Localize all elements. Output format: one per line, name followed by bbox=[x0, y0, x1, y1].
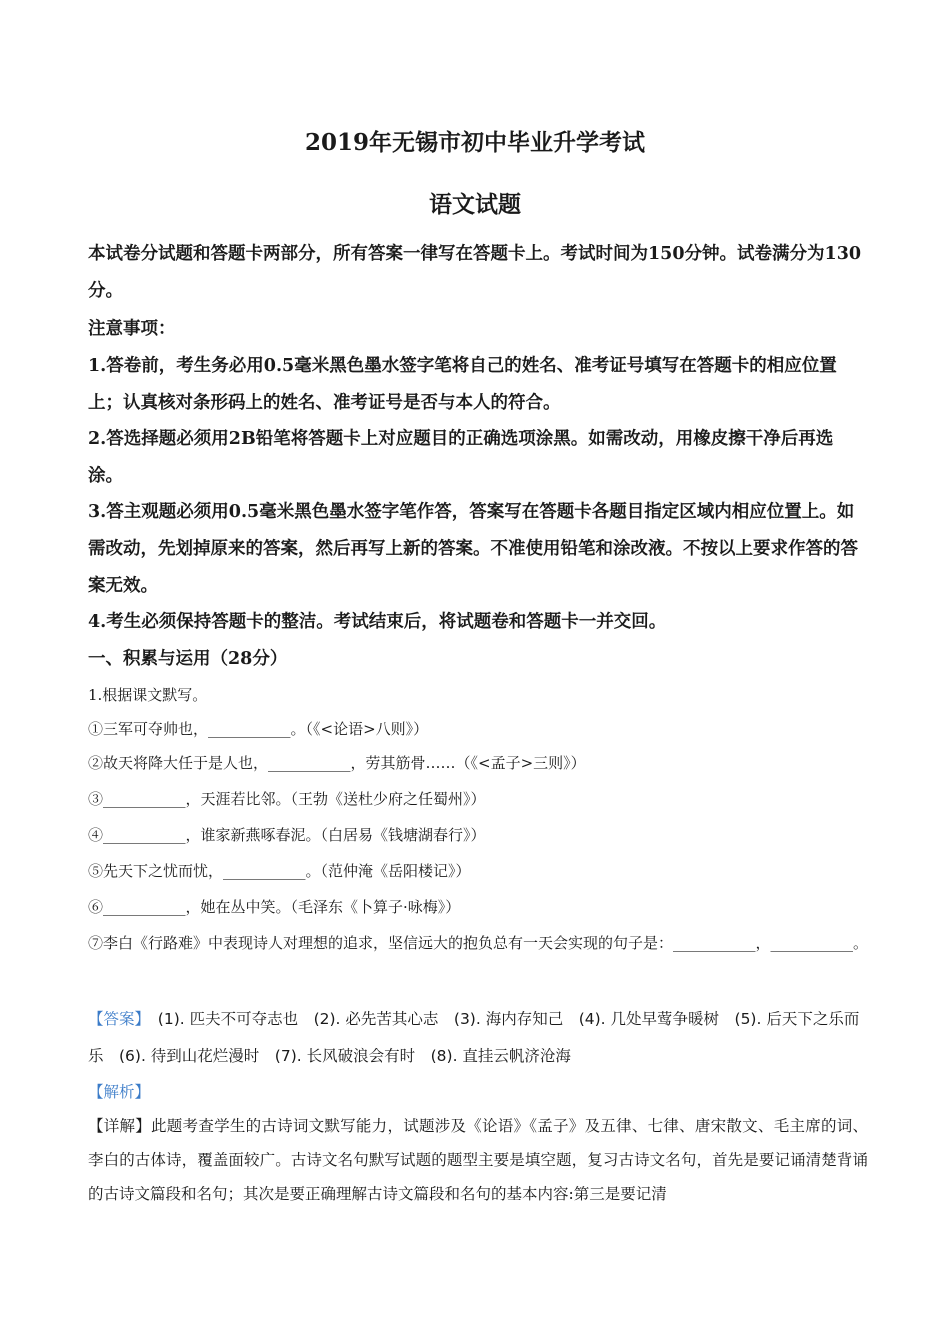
question-item: ②故天将降大任于是人也，___________，劳其筋骨……（《<孟子>三则》） bbox=[88, 754, 586, 772]
exam-title: 2019年无锡市初中毕业升学考试 bbox=[304, 129, 645, 156]
answer-paragraph bbox=[88, 1001, 868, 1075]
notice-heading: 注意事项： bbox=[88, 319, 176, 339]
question-item: ①三军可夺帅也，___________。（《<论语>八则》） bbox=[88, 720, 429, 738]
rule-item: 1.答卷前，考生务必用0.5毫米黑色墨水签字笔将自己的姓名、准考证号填写在答题卡的相应位置上；认真核对条形码上的姓名、准考证号是否与本人的符合。 bbox=[88, 356, 837, 413]
detail-paragraph: 【详解】此题考查学生的古诗词文默写能力，试题涉及《论语》《孟子》及五律、七律、唐宋散文、毛主席的词、李白的古体诗，覆盖面较广。古诗文名句默写试题的题型主要是填空题，复习古诗文名句，首先是要记诵清楚背诵的古诗文篇段和名句；其次是要正确理解古诗文篇段和名句的基本内容:第三是要记清 bbox=[88, 1117, 868, 1203]
exam-subtitle: 语文试题 bbox=[429, 191, 521, 218]
question-item: ⑥___________，她在丛中笑。（毛泽东《卜算子·咏梅》） bbox=[88, 898, 461, 916]
question-item: ④___________，谁家新燕啄春泥。（白居易《钱塘湖春行》） bbox=[88, 826, 486, 844]
section-heading: 一、积累与运用（28分） bbox=[88, 649, 288, 669]
question-item: ⑦李白《行路难》中表现诗人对理想的追求，坚信远大的抱负总有一天会实现的句子是：___________，___________。 bbox=[88, 934, 869, 952]
question-item: ⑤先天下之忧而忧，___________。（范仲淹《岳阳楼记》） bbox=[88, 862, 471, 880]
question-item: ③___________，天涯若比邻。（王勃《送杜少府之任蜀州》） bbox=[88, 790, 486, 808]
rule-item: 3.答主观题必须用0.5毫米黑色墨水签字笔作答，答案写在答题卡各题目指定区域内相应位置上。如需改动，先划掉原来的答案，然后再写上新的答案。不准使用铅笔和涂改液。不按以上要求作答的答案无效。 bbox=[88, 502, 858, 596]
intro-paragraph: 本试卷分试题和答题卡两部分，所有答案一律写在答题卡上。考试时间为150分钟。试卷满分为130分。 bbox=[88, 244, 862, 301]
rule-item: 2.答选择题必须用2B铅笔将答题卡上对应题目的正确选项涂黑。如需改动，用橡皮擦干净后再选涂。 bbox=[88, 429, 834, 486]
analysis-tag: 【解析】 bbox=[88, 1083, 151, 1101]
question-stem: 1.根据课文默写。 bbox=[88, 686, 208, 704]
rule-item: 4.考生必须保持答题卡的整洁。考试结束后，将试题卷和答题卡一并交回。 bbox=[88, 612, 667, 632]
answer-tag: 【答案】 bbox=[88, 1010, 143, 1028]
answer-text: (1). 匹夫不可夺志也 (2). 必先苦其心志 (3). 海内存知己 (4). 几处早莺争暖树 (5). 后天下之乐而乐 (6). 待到山花烂漫时 (7). 长风破浪会有时 (8). 直挂云帆济沧海 bbox=[88, 1010, 860, 1065]
